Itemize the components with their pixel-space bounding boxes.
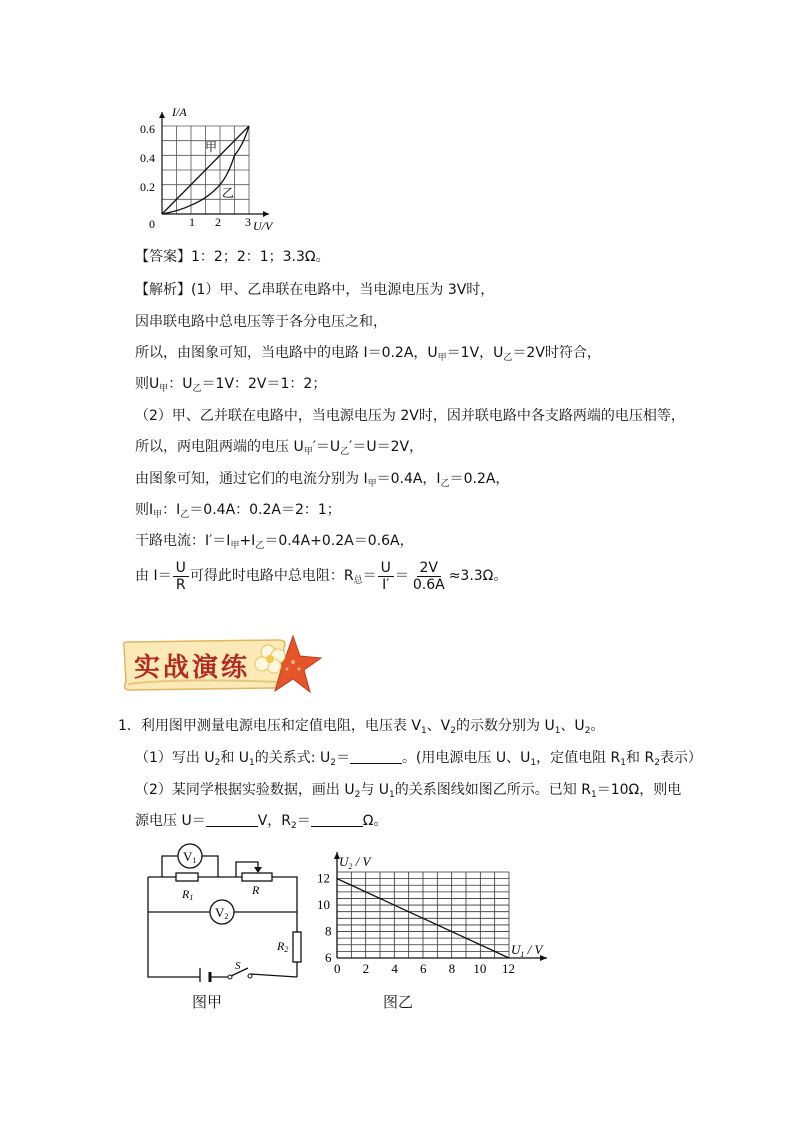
analysis-line-6 (135, 437, 423, 462)
resistor-r2 (293, 932, 301, 962)
question-text: 的关系式: U (254, 750, 331, 766)
question-text: V，R (257, 813, 292, 829)
resistor-r1 (176, 873, 198, 881)
analysis-text: 由 I＝ (135, 568, 172, 584)
fraction-numerator: U (378, 560, 394, 577)
subscript: 甲 (367, 479, 377, 489)
analysis-text: ：U (168, 376, 193, 392)
analysis-label: 【解析】 (135, 282, 191, 298)
analysis-line-1 (135, 280, 494, 300)
x-axis-label: $U_1$ / V (511, 942, 543, 959)
y-axis-arrow-icon (159, 112, 165, 118)
x-tick-label: 8 (448, 961, 456, 976)
fraction-u-over-r (173, 560, 189, 593)
analysis-text: ′＝U (312, 439, 341, 455)
subscript: 1 (620, 758, 626, 768)
x-tick-label: 10 (473, 961, 487, 976)
battery-icon (200, 968, 210, 982)
subscript: 乙 (180, 510, 190, 520)
fraction-denominator: R (175, 576, 186, 593)
question-number: 1． (118, 718, 141, 734)
analysis-line-8 (135, 500, 341, 525)
subscript: 乙 (340, 447, 350, 457)
fraction-numerator: 2V (417, 560, 441, 577)
question-text: 。 (590, 718, 605, 734)
y-tick-label: 0.2 (140, 180, 155, 194)
subscript: 1 (554, 726, 561, 736)
analysis-line-9 (135, 531, 414, 556)
x-tick-label: 3 (245, 215, 251, 229)
question-text: Ω。 (362, 813, 388, 829)
analysis-text: 则U (135, 376, 160, 392)
question-text: 、V (426, 718, 451, 734)
analysis-text: 由图象可知，通过它们的电流分别为 I (135, 471, 368, 487)
r-label: R (252, 883, 260, 897)
y-tick-label: 12 (317, 870, 330, 886)
question-text: 表示） (659, 750, 702, 766)
analysis-text: ＝0.2A， (449, 471, 510, 487)
x-tick-label: 1 (189, 215, 195, 229)
y-tick-label: 8 (325, 923, 332, 939)
analysis-text: ＝ (362, 568, 377, 584)
subscript: 1 (530, 758, 537, 768)
analysis-text: 所以，两电阻两端的电压 U (135, 439, 304, 455)
subscript: 总 (353, 576, 363, 586)
subscript: 2 (584, 726, 591, 736)
x-tick-label: 12 (502, 961, 515, 976)
analysis-text: ′＝U＝2V， (349, 439, 424, 455)
analysis-line-3 (135, 343, 601, 368)
question-part-2 (135, 780, 681, 805)
analysis-text: ≈3.3Ω。 (448, 568, 508, 584)
x-tick-label: 6 (420, 961, 427, 976)
analysis-text: （2）甲、乙并联在电路中，当电源电压为 2V时，因并联电路中各支路两端的电压相等， (135, 408, 685, 424)
y-tick-label: 0.4 (140, 151, 155, 165)
question-part-1 (135, 748, 702, 773)
subscript: 甲 (437, 353, 447, 363)
x-tick-label: 2 (362, 961, 370, 976)
subscript: 甲 (303, 447, 313, 457)
subscript: 1 (249, 758, 255, 768)
analysis-text: 所以，由图象可知，当电路中的电路 I＝0.2A，U (135, 345, 438, 361)
analysis-text: ＝1V，U (446, 345, 504, 361)
y-tick-label: 6 (325, 950, 332, 965)
subscript: 甲 (153, 510, 163, 520)
subscript: 2 (330, 758, 336, 768)
subscript: 1 (420, 726, 427, 736)
analysis-line-4 (135, 374, 326, 399)
v2-label: V2 (215, 905, 229, 921)
question-text: ＝ (335, 750, 350, 766)
subscript: 2 (291, 821, 297, 831)
subscript: 乙 (192, 384, 202, 394)
fraction-numerator: U (173, 560, 189, 577)
answer-line (135, 247, 330, 267)
analysis-text: ＝ (394, 568, 409, 584)
u2-u1-graph-grid (337, 872, 509, 958)
question-stem (118, 716, 604, 741)
iu-graph (135, 100, 285, 235)
question-text: 与 U (360, 782, 390, 798)
section-banner (118, 632, 328, 698)
subscript: 2 (450, 726, 456, 736)
fraction-u-over-i (378, 560, 394, 593)
question-text: 和 R (626, 750, 655, 766)
subscript: 2 (654, 758, 660, 768)
switch-label: S (235, 960, 241, 972)
banner-title: 实战演练 (134, 653, 251, 682)
analysis-text: 则I (135, 502, 154, 518)
fraction-denominator: I′ (382, 576, 390, 593)
subscript: 甲 (230, 541, 240, 551)
question-text: ，定值电阻 R (536, 750, 621, 766)
analysis-text: ＝1V：2V＝1：2； (201, 376, 327, 392)
analysis-text: ＝2V时符合， (512, 345, 601, 361)
x-axis-label: U/V (253, 219, 273, 233)
y-axis-label: I/A (172, 105, 187, 119)
rheostat-r (242, 873, 272, 881)
fraction-2v-over-06a (410, 560, 448, 593)
circuit-diagram (140, 842, 305, 982)
u2-u1-graph (315, 850, 555, 978)
y-axis-label: $U_2$ / V (339, 854, 371, 871)
x-tick-label: 2 (215, 215, 221, 229)
question-text: 的示数分别为 U (456, 718, 555, 734)
question-text: 源电压 U＝ (135, 813, 206, 829)
x-tick-label: 0 (334, 961, 341, 976)
question-text: 和 U (220, 750, 250, 766)
fraction-denominator: 0.6A (412, 576, 445, 593)
question-part-2-cont (135, 811, 387, 836)
r2-label: R2 (277, 939, 289, 954)
series-label-jia: 甲 (205, 140, 218, 154)
answer-blank-r2[interactable] (311, 812, 363, 827)
question-text: 利用图甲测量电源电压和定值电阻，电压表 V (140, 718, 421, 734)
analysis-text: (1）甲、乙串联在电路中，当电源电压为 3V时， (191, 282, 495, 298)
analysis-line-10 (135, 558, 507, 599)
subscript: 乙 (255, 541, 265, 551)
question-text: ＝ (296, 813, 311, 829)
r1-label: R1 (182, 887, 194, 902)
subscript: 乙 (503, 353, 513, 363)
circuit-caption: 图甲 (192, 993, 223, 1011)
question-text: 、U (560, 718, 585, 734)
answer-text: 1：2；2：1；3.3Ω。 (191, 249, 330, 265)
question-text: 。(用电源电压 U、U (401, 750, 531, 766)
analysis-text: 因串联电路中总电压等于各分电压之和， (135, 314, 387, 330)
x-tick-label: 4 (391, 961, 398, 976)
subscript: 2 (354, 790, 361, 800)
y-tick-label: 0.6 (140, 122, 155, 136)
analysis-text: 可得此时电路中总电阻：R (189, 568, 354, 584)
y-tick-label: 10 (317, 897, 330, 913)
subscript: 1 (389, 790, 395, 800)
analysis-text: ＝0.4A，I (376, 471, 441, 487)
analysis-line-7 (135, 469, 509, 494)
origin-label: 0 (149, 217, 155, 231)
analysis-text: +I (239, 533, 256, 549)
analysis-line-5 (135, 406, 685, 426)
graph2-caption: 图乙 (383, 993, 414, 1011)
analysis-text: ＝0.4A+0.2A＝0.6A， (264, 533, 414, 549)
question-text: ＝10Ω，则电 (596, 782, 682, 798)
series-label-yi: 乙 (222, 186, 235, 200)
subscript: 2 (214, 758, 221, 768)
question-text: （1）写出 U (135, 750, 215, 766)
x-axis-arrow-icon (263, 211, 269, 217)
slider-arrow-icon (254, 867, 262, 873)
answer-blank-relation[interactable] (350, 749, 402, 764)
analysis-text: ＝0.4A：0.2A＝2：1； (189, 502, 341, 518)
analysis-text: 干路电流：I′＝I (135, 533, 231, 549)
subscript: 甲 (159, 384, 169, 394)
subscript: 乙 (440, 479, 450, 489)
answer-label: 【答案】 (135, 249, 191, 265)
analysis-line-2 (135, 312, 387, 332)
subscript: 1 (590, 790, 597, 800)
question-text: 的关系图线如图乙所示。已知 R (394, 782, 591, 798)
analysis-text: ：I (162, 502, 181, 518)
question-text: （2）某同学根据实验数据，画出 U (135, 782, 355, 798)
answer-blank-voltage[interactable] (206, 812, 258, 827)
v1-label: V1 (183, 849, 197, 865)
u2-u1-graph-ticks (317, 871, 515, 976)
